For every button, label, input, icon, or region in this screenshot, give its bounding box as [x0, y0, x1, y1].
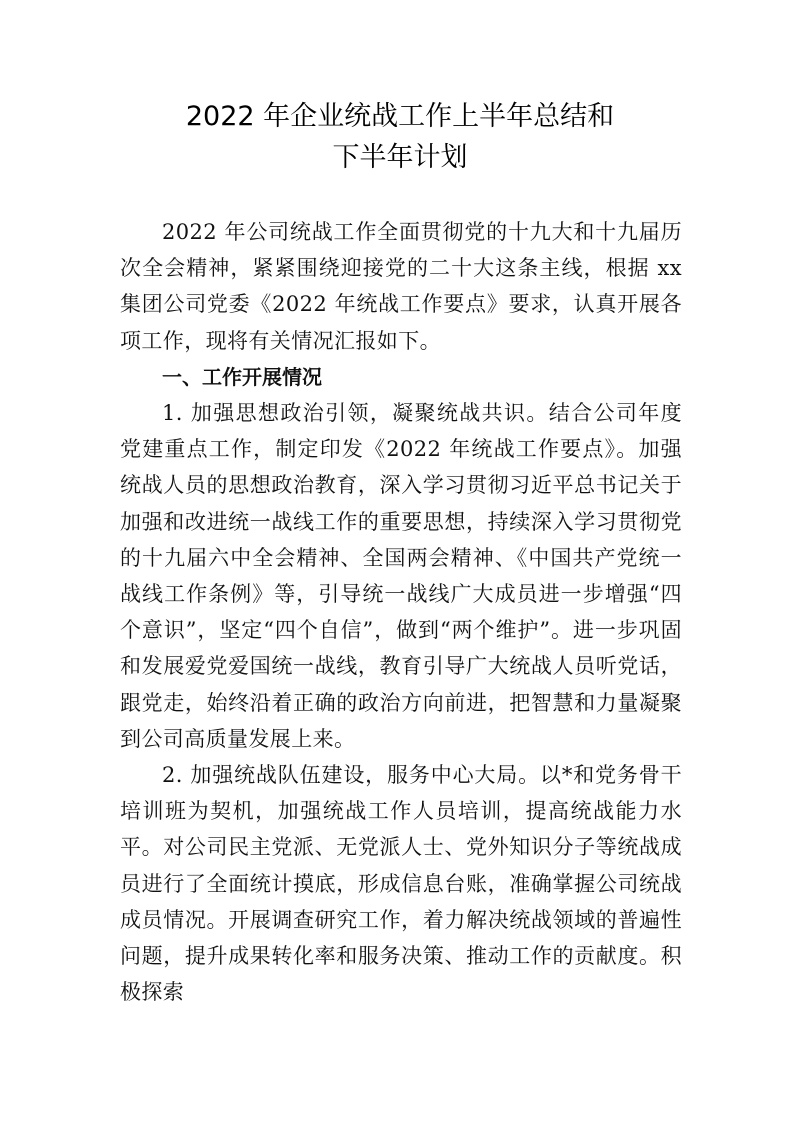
item-paragraph-2: 2. 加强统战队伍建设，服务中心大局。以*和党务骨干培训班为契机，加强统战工作人员培训，提高统战能力水平。对公司民主党派、无党派人士、党外知识分子等统战成员进行了全面统计摸底，形成信息台账，准确掌握公司统战成员情况。开展调查研究工作，着力解决统战领域的普遍性问题，提升成果转化率和服务决策、推动工作的贡献度。积极探索: [120, 763, 682, 1005]
section-heading: 一、工作开展情况: [162, 364, 322, 389]
intro-paragraph: 2022 年公司统战工作全面贯彻党的十九大和十九届历次全会精神，紧紧围绕迎接党的二十大这条主线，根据 xx 集团公司党委《2022 年统战工作要点》要求，认真开展各项工作，现将有关情况汇报如下。: [120, 220, 682, 353]
document-body: [120, 214, 682, 1010]
document-title-line1: 2022 年企业统战工作上半年总结和: [185, 101, 615, 132]
document-title-line2: 下半年计划: [332, 142, 468, 173]
item-paragraph-1: 1. 加强思想政治引领，凝聚统战共识。结合公司年度党建重点工作，制定印发《2022 年统战工作要点》。加强统战人员的思想政治教育，深入学习贯彻习近平总书记关于加强和改进统一战线工作的重要思想，持续深入学习贯彻党的十九届六中全会精神、全国两会精神、《中国共产党统一战线工作条例》等，引导统一战线广大成员进一步增强“四个意识”，坚定“四个自信”，做到“两个维护”。进一步巩固和发展爱党爱国统一战线，教育引导广大统战人员听党话，跟党走，始终沿着正确的政治方向前进，把智慧和力量凝聚到公司高质量发展上来。: [120, 401, 682, 751]
